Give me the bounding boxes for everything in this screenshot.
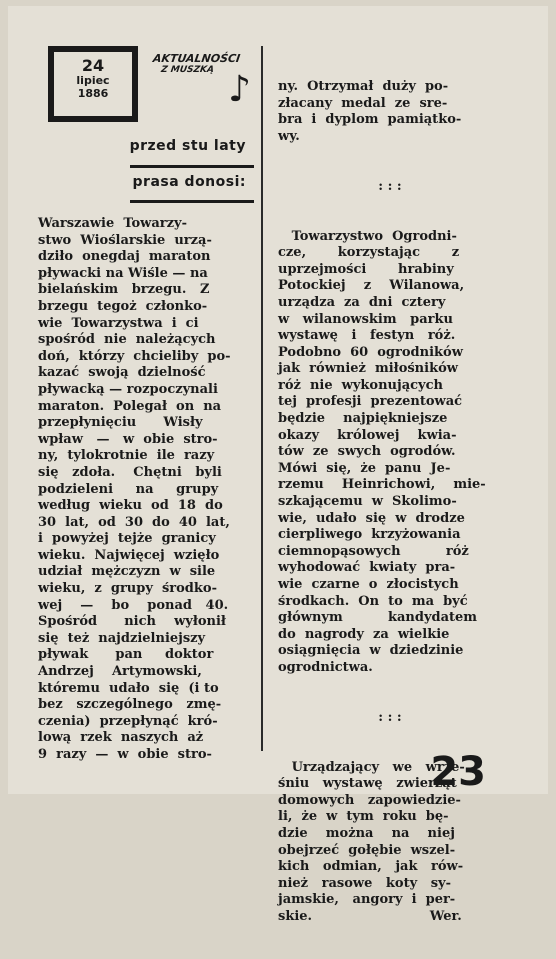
text-line: wystawę i festyn róż. [278, 328, 456, 344]
musical-note-icon: ♪ [228, 69, 251, 110]
text-line: ogrodnictwa. [278, 659, 373, 675]
newspaper-page [8, 6, 548, 924]
text-line: przepłynięciu Wisły [38, 415, 203, 431]
text-line: złacany medal ze sre- [278, 95, 448, 111]
text-line: środkach. On to ma być [278, 593, 468, 609]
heading-underline [130, 165, 254, 168]
text-line: dzie można na niej [278, 825, 455, 841]
text-line: któremu udało się (i to [38, 680, 219, 696]
text-line: osiągnięcia w dziedzinie [278, 643, 464, 659]
text-line: bra i dyplom pamiątko- [278, 112, 462, 128]
text-line: 9 razy — w obie stro- [38, 747, 212, 762]
text-line: według wieku od 18 do [38, 498, 223, 514]
text-line: w wilanowskim parku [278, 311, 453, 327]
text-line: wpław — w obie stro- [38, 431, 218, 447]
column-divider [261, 46, 263, 751]
page-number: 23 [430, 749, 486, 795]
article-gardening [278, 229, 502, 677]
text-line: wej — bo ponad 40. [38, 597, 229, 613]
text-line: wie, udało się w drodze [278, 510, 465, 526]
text-line: pływacki na Wiśle — na [38, 265, 208, 281]
article-continuation [278, 79, 502, 145]
text-line: cierpliwego krzyżowania [278, 527, 461, 543]
text-line: cze, korzystając z [278, 245, 460, 261]
text-line: się też najdzielniejszy [38, 630, 206, 646]
date-month: lipiec [76, 74, 110, 87]
text-line: spośród nie należących [38, 332, 216, 348]
text-line: okazy królowej kwia- [278, 427, 457, 443]
text-line: Potockiej z Wilanowa, [278, 278, 465, 294]
logo-title: AKTUALNOŚCI [152, 52, 242, 65]
text-line: rzemu Heinrichowi, mie- [278, 477, 486, 493]
text-line: będzie najpiękniejsze [278, 411, 448, 427]
text-line: jamskie, angory i per- [278, 892, 456, 908]
text-line: skie. Wer. [278, 908, 462, 924]
article-separator: : : : [378, 709, 402, 725]
text-line: dziło onegdaj maraton [38, 249, 211, 265]
text-line: śniu wystawę zwierząt [278, 776, 457, 792]
text-line: tej profesji prezentować [278, 394, 463, 410]
date-year: 1886 [77, 87, 109, 100]
left-column-text [38, 216, 260, 764]
text-line: jak również miłośników [278, 361, 458, 377]
text-line: do nagrody za wielkie [278, 626, 450, 642]
article-separator: : : : [378, 178, 402, 194]
text-line: róż nie wykonujących [278, 377, 443, 393]
text-line: li, że w tym roku bę- [278, 809, 449, 825]
text-line: i powyżej tejże granicy [38, 531, 216, 547]
text-line: wie Towarzystwa i ci [38, 315, 199, 331]
text-line: Andrzej Artymowski, [38, 664, 202, 680]
text-line: domowych zapowiedzie- [278, 792, 461, 808]
text-line: lową rzek naszych aż [38, 730, 204, 746]
heading-przed-stu-laty: przed stu laty [129, 138, 246, 154]
text-line: bez szczególnego zmę- [38, 697, 222, 713]
text-line: obejrzeć gołębie wszel- [278, 842, 456, 858]
right-column-text [278, 46, 502, 959]
text-line: pływak pan doktor [38, 647, 214, 663]
text-line: Warszawie Towarzy- [38, 216, 187, 231]
text-line: maraton. Polegał on na [38, 398, 222, 414]
text-line: Urządzający we wrze- [278, 759, 465, 775]
text-line: wy. [278, 128, 300, 144]
text-line: Towarzystwo Ogrodni- [278, 228, 457, 244]
text-line: wieku. Najwięcej wzięło [38, 547, 220, 563]
text-line: kich odmian, jak rów- [278, 859, 464, 875]
date-box [48, 46, 138, 122]
heading-prasa-donosi: prasa donosi: [132, 174, 246, 190]
text-line: bielańskim brzegu. Z [38, 282, 210, 298]
text-line: Spośród nich wyłonił [38, 614, 226, 630]
logo-subtitle: Z MUSZKĄ [160, 65, 215, 75]
text-line: tów ze swych ogrodów. [278, 444, 456, 460]
text-line: pływacką — rozpoczynali [38, 381, 218, 397]
text-line: uprzejmości hrabiny [278, 261, 454, 277]
date-day: 24 [81, 56, 105, 75]
text-line: wieku, z grupy środko- [38, 581, 217, 597]
text-line: podzieleni na grupy [38, 481, 219, 497]
text-line: głównym kandydatem [278, 610, 478, 626]
text-line: 30 lat, od 30 do 40 lat, [38, 514, 230, 530]
text-line: szkającemu w Skolimo- [278, 494, 457, 510]
text-line: Podobno 60 ogrodników [278, 344, 463, 360]
text-line: wie czarne o złocistych [278, 577, 459, 592]
text-line: udział mężczyzn w sile [38, 564, 216, 580]
text-line: czenia) przepłynąć kró- [38, 713, 218, 729]
text-line: brzegu tegoż członko- [38, 298, 208, 314]
text-line: wyhodować kwiaty pra- [278, 560, 456, 576]
heading-underline [130, 200, 254, 203]
text-line: urządza za dni cztery [278, 294, 446, 310]
text-line: się zdoła. Chętni byli [38, 464, 222, 480]
text-line: ny, tylokrotnie ile razy [38, 448, 215, 464]
text-line: stwo Wioślarskie urzą- [38, 232, 212, 248]
text-line: nież rasowe koty sy- [278, 875, 452, 891]
text-line: ny. Otrzymał duży po- [278, 79, 449, 95]
text-line: ciemnopąsowych róż [278, 543, 469, 559]
text-line: Mówi się, że panu Je- [278, 460, 451, 476]
text-line: kazać swoją dzielność [38, 365, 206, 381]
column-logo [153, 52, 253, 112]
text-line: doń, którzy chcieliby po- [38, 348, 231, 364]
